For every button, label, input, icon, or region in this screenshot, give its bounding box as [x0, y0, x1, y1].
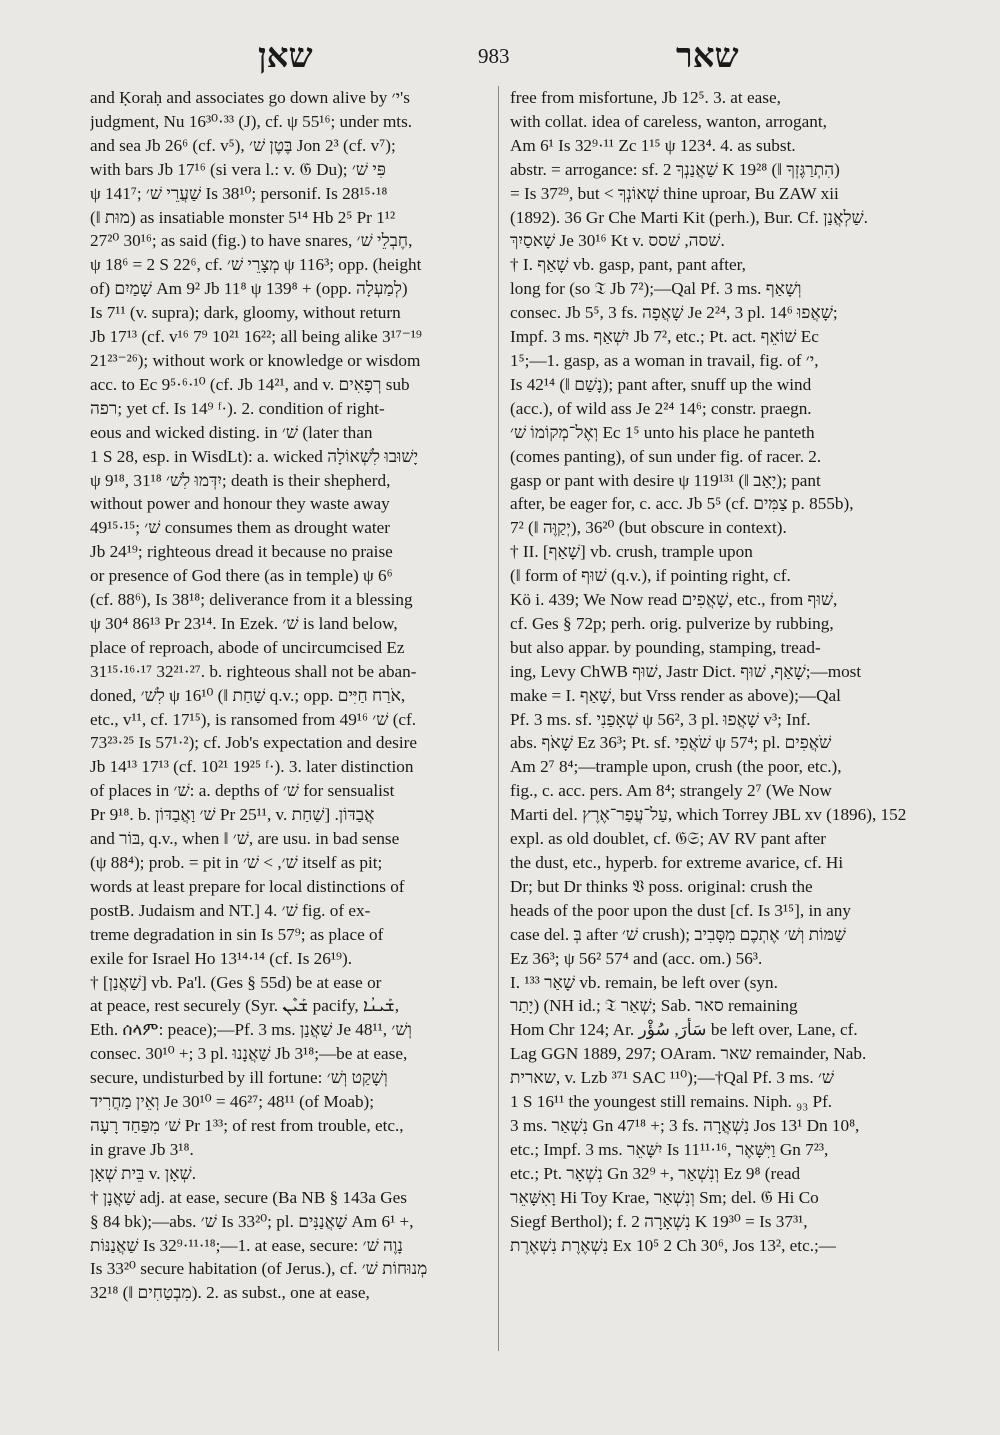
- text-line: † שַׁאֲנָן adj. at ease, secure (Ba NB § 143a Ges: [90, 1187, 407, 1207]
- text-line: 31¹⁵·¹⁶·¹⁷ 32²¹·²⁷. b. righteous shall not be aban-: [90, 661, 417, 681]
- text-line: expl. as old doublet, cf. 𝔊𝔖; AV RV pant after: [510, 829, 827, 849]
- text-line: with bars Jb 17¹⁶ (si vera l.: v. 𝔊 Du); פִּי שׁ׳: [90, 159, 386, 179]
- text-line: 1 S 28, esp. in WisdLt): a. wicked יָשׁוּבוּ לִשְׁאוֹלָה: [90, 446, 419, 466]
- text-line: 21²³⁻²⁶); without work or knowledge or wisdom: [90, 350, 421, 370]
- text-line: Kö i. 439; We Now read שָׁאֲפִים, etc., from שׁוּף,: [510, 590, 838, 610]
- text-line: † II. [שָׁאַף] vb. crush, trample upon: [510, 542, 753, 562]
- text-line: after, be eager for, c. acc. Jb 5⁵ (cf. צַמִּים p. 855b),: [510, 494, 854, 514]
- text-line: Siegf Berthol); f. נִשְׁאָרָה 2 K 19³⁰ = Is 37³¹,: [510, 1211, 808, 1231]
- text-line: 3 ms. נִשְׁאַר Gn 47¹⁸ +; 3 fs. נִשְׁאֲרָה Jos 13¹ Dn 10⁸,: [510, 1115, 860, 1135]
- text-line: at peace, rest securely (Syr. ܫܰܝܶܢ pacify, ܫܰܝܢܳܐ,: [90, 996, 400, 1016]
- text-line: ψ 18⁶ = 2 S 22⁶, cf. מְצָרֵי שׁ׳ ψ 116³; opp. (height: [90, 255, 422, 275]
- text-line: with collat. idea of careless, wanton, arrogant,: [510, 111, 827, 131]
- text-line: the dust, etc., hyperb. for extreme avarice, cf. Hi: [510, 853, 844, 872]
- text-line: (‖ form of שׁוּף (q.v.), if pointing right, cf.: [510, 566, 791, 586]
- text-line: Is 42¹⁴ (‖ נָשַׁם); pant after, snuff up the wind: [510, 374, 812, 394]
- text-line: 32¹⁸ (‖ מִבְטַחִים). 2. as subst., one at ease,: [90, 1283, 370, 1303]
- text-line: consec. Jb 5⁵, 3 fs. שָׁאֲפָה Je 2²⁴, 3 pl. שָׁאֲפוּ 14⁶;: [510, 303, 838, 323]
- text-line: and sea Jb 26⁶ (cf. v⁵), בֶּטֶן שׁ׳ Jon 2³ (cf. v⁷);: [90, 135, 396, 155]
- text-line: of places in שׁ׳: a. depths of שׁ׳ for sensualist: [90, 781, 395, 801]
- left-column: [90, 86, 492, 1305]
- text-line: (acc.), of wild ass Je 2²⁴ 14⁶; constr. praegn.: [510, 398, 812, 418]
- text-line: Dr; but Dr thinks 𝔙 poss. original: crush the: [510, 876, 813, 896]
- text-line: judgment, Nu 16³⁰·³³ (J), cf. ψ 55¹⁶; under mts.: [90, 111, 413, 131]
- text-line: abstr. = arrogance: sf. שַׁאֲנַנְךָ 2 K 19²⁸ (‖ הִתְרַגֶּזְךָ): [510, 159, 840, 179]
- text-line: בֵּית שְׁאָן v. שְׁאָן.: [90, 1163, 196, 1183]
- text-line: שארית, v. Lzb ³⁷¹ SAC ¹¹⁰);—†Qal Pf. 3 ms. שׁ׳: [510, 1068, 835, 1088]
- text-line: fig., c. acc. pers. Am 8⁴; strangely 2⁷ (We Now: [510, 781, 832, 801]
- text-line: etc.; Pt. נִשְׁאָר Gn 32⁹ +, וְנִשְׁאַר Ez 9⁸ (read: [510, 1163, 801, 1183]
- text-line: and בּוֹר, q.v., when ‖ שׁ׳, are usu. in bad sense: [90, 829, 400, 849]
- text-line: (cf. 88⁶), Is 38¹⁸; deliverance from it a blessing: [90, 590, 413, 610]
- text-line: שָׁאסַיִךְ Je 30¹⁶ Kt v. שׁסה, שׁסס.: [510, 231, 725, 251]
- text-line: וְאֵין מַחֲרִיד Je 30¹⁰ = 46²⁷; 48¹¹ (of Moab);: [90, 1092, 375, 1112]
- text-line: Impf. 3 ms. יִשְׁאַף Jb 7², etc.; Pt. act. שׁוֹאֵף Ec: [510, 327, 819, 347]
- text-line: יָתַר) (NH id.; 𝔗 שְׁאַר; Sab. סאר remaining: [510, 996, 798, 1016]
- text-line: acc. to Ec 9⁵·⁶·¹⁰ (cf. Jb 14²¹, and v. רְפָאִים sub: [90, 374, 410, 394]
- text-line: ψ 30⁴ 86¹³ Pr 23¹⁴. In Ezek. שׁ׳ is land below,: [90, 613, 398, 633]
- page-number: 983: [478, 44, 510, 68]
- text-line: 27²⁰ 30¹⁶; as said (fig.) to have snares, חֶבְלֵי שׁ׳,: [90, 231, 413, 251]
- text-line: 1⁵;—1. gasp, as a woman in travail, fig. of י׳,: [510, 350, 819, 370]
- text-line: case del. בְּ after שׁ׳ crush); שַׁמּוֹת וְשׁ׳ אֶתְכֶם מִסָּבִיב: [510, 924, 846, 944]
- text-line: Pf. 3 ms. sf. שְׁאָפַנִי ψ 56², 3 pl. שָׁאֲפוּ v³; Inf.: [510, 709, 811, 729]
- text-line: (ψ 88⁴); prob. = pit in שׁ׳, > שׁ׳ itself as pit;: [90, 853, 383, 872]
- text-line: Ez 36³; ψ 56² 57⁴ and (acc. om.) 56³.: [510, 948, 763, 968]
- text-line: heads of the poor upon the dust [cf. Is 3¹⁵], in any: [510, 900, 851, 920]
- running-head-right: שאר: [676, 38, 739, 75]
- text-line: (1892). 36 Gr Che Marti Kit (perh.), Bur. Cf. שַׁלְאֲנַן.: [510, 207, 868, 227]
- right-column: [510, 86, 912, 1257]
- text-line: (‖ מוּת) as insatiable monster 5¹⁴ Hb 2⁵ Pr 1¹²: [90, 207, 396, 227]
- text-line: postB. Judaism and NT.] 4. שׁ׳ fig. of ex-: [90, 900, 371, 920]
- text-line: 73²³·²⁵ Is 57¹·²); cf. Job's expectation and desire: [90, 733, 417, 753]
- text-line: eous and wicked disting. in שׁ׳ (later than: [90, 422, 373, 442]
- text-line: וְאֶל־מְקוֹמוֹ שׁ׳ Ec 1⁵ unto his place he panteth: [510, 422, 815, 442]
- text-line: secure, undisturbed by ill fortune: וְשָׁקַט וְשׁ׳: [90, 1068, 388, 1088]
- text-line: abs. שָׁאֹף Ez 36³; Pt. sf. שֹׁאֲפִי ψ 57⁴; pl. שֹׁאֲפִים: [510, 733, 832, 753]
- text-line: I. שָׁאַר ¹³³ vb. remain, be left over (syn.: [510, 972, 778, 992]
- text-line: שַׁאֲנַנּוֹת Is 32⁹·¹¹·¹⁸;—1. at ease, secure: נָוֶה שׁ׳: [90, 1235, 403, 1255]
- text-line: Jb 24¹⁹; righteous dread it because no praise: [90, 542, 393, 562]
- text-line: וָאִשָּׁאֵר Hi Toy Krae, וְנִשְׁאַר Sm; del. 𝔊 Hi Co: [510, 1187, 819, 1207]
- text-line: Is 7¹¹ (v. supra); dark, gloomy, without return: [90, 303, 401, 323]
- text-line: without power and honour they waste away: [90, 494, 390, 514]
- text-line: Eth. ሰላም: peace);—Pf. 3 ms. שַׁאֲנַן Je 48¹¹, וְשׁ׳: [90, 1020, 412, 1040]
- text-line: gasp or pant with desire ψ 119¹³¹ (‖ יָאַב); pant: [510, 470, 821, 490]
- text-line: Am 6¹ Is 32⁹·¹¹ Zc 1¹⁵ ψ 123⁴. 4. as subst.: [510, 135, 796, 155]
- text-line: in grave Jb 3¹⁸.: [90, 1139, 194, 1159]
- text-line: 1 S 16¹¹ the youngest still remains. Niph. ₉₃ Pf.: [510, 1092, 833, 1112]
- text-line: but also appar. by pounding, stamping, tread-: [510, 637, 821, 657]
- text-line: 7² (‖ יְקַוֶּה), 36²⁰ (but obscure in context).: [510, 518, 787, 538]
- text-line: make = I. שָׁאַף, but Vrss render as above);—Qal: [510, 685, 841, 705]
- text-line: נִשְׁאֶרֶת נִשְׁאֶרֶת Ex 10⁵ 2 Ch 30⁶, Jos 13², etc.;—: [510, 1235, 836, 1255]
- text-line: cf. Ges § 72p; perh. orig. pulverize by rubbing,: [510, 613, 834, 633]
- text-line: exile for Israel Ho 13¹⁴·¹⁴ (cf. Is 26¹⁹).: [90, 948, 353, 968]
- text-line: Pr 9¹⁸. b. שׁ׳ וַאֲבַדּוֹן Pr 25¹¹, v. אֲבַדּוֹן. [שַׁחַת: [90, 805, 375, 825]
- text-line: Marti del. עַל־עֲפַר־אֶרֶץ, which Torrey JBL xv (1896), 152: [510, 805, 907, 825]
- text-line: long for (so 𝔗 Jb 7²);—Qal Pf. 3 ms. וְשָׁאַף: [510, 279, 802, 299]
- text-line: Is 33²⁰ secure habitation (of Jerus.), cf. מְנוּחוֹת שׁ׳: [90, 1259, 428, 1279]
- text-line: place of reproach, abode of uncircumcised Ez: [90, 637, 405, 657]
- text-line: = Is 37²⁹, but < שְׁאוֹנְךָ thine uproar, Bu ZAW xii: [510, 183, 839, 203]
- text-line: 49¹⁵·¹⁵; שׁ׳ consumes them as drought water: [90, 518, 391, 538]
- text-line: ψ 141⁷; שַׁעֲרֵי שׁ׳ Is 38¹⁰; personif. Is 28¹⁵·¹⁸: [90, 183, 388, 203]
- text-line: Hom Chr 124; Ar. سَأَرَ, سُؤْر be left over, Lane, cf.: [510, 1020, 858, 1040]
- running-head-left: שאן: [258, 38, 313, 75]
- text-line: doned, לִשׁ׳ ψ 16¹⁰ (‖ שַׁחַת q.v.; opp. אֹרַח חַיִּים,: [90, 685, 406, 705]
- text-line: and Ḳoraḥ and associates go down alive by י׳'s: [90, 88, 410, 107]
- text-line: Am 2⁷ 8⁴;—trample upon, crush (the poor, etc.),: [510, 757, 842, 777]
- text-line: † [שַׁאֲנַן] vb. Pa'l. (Ges § 55d) be at ease or: [90, 972, 382, 992]
- text-line: etc., v¹¹, cf. 17¹⁵), is ransomed from שׁ׳ 49¹⁶ (cf.: [90, 709, 417, 729]
- text-line: Jb 14¹³ 17¹³ (cf. 10²¹ 19²⁵ ᶠ·). 3. later distinction: [90, 757, 414, 777]
- text-line: רפה; yet cf. Is 14⁹ ᶠ·). 2. condition of right-: [90, 398, 385, 418]
- text-line: of) שָׁמַיִם Am 9² Jb 11⁸ ψ 139⁸ + (opp. לְמַעְלָה): [90, 279, 408, 299]
- text-line: etc.; Impf. 3 ms. יִשָּׁאֵר Is 11¹¹·¹⁶, וַיִּשָּׁאֶר Gn 7²³,: [510, 1139, 829, 1159]
- text-line: Jb 17¹³ (cf. v¹⁶ 7⁹ 10²¹ 16²²; all being alike 3¹⁷⁻¹⁹: [90, 327, 422, 347]
- column-divider: [498, 86, 499, 1351]
- text-line: Lag GGN 1889, 297; OAram. שאר remainder, Nab.: [510, 1044, 867, 1064]
- text-line: consec. 30¹⁰ +; 3 pl. שַׁאֲנָנוּ Jb 3¹⁸;—be at ease,: [90, 1044, 408, 1064]
- text-line: free from misfortune, Jb 12⁵. 3. at ease,: [510, 88, 781, 107]
- text-line: (comes panting), of sun under fig. of racer. 2.: [510, 446, 822, 466]
- text-line: † I. שָׁאַף vb. gasp, pant, pant after,: [510, 255, 746, 275]
- text-line: treme degradation in sin Is 57⁹; as place of: [90, 924, 384, 944]
- text-line: § 84 bk);—abs. שׁ׳ Is 33²⁰; pl. שַׁאֲנַנִּים Am 6¹ +,: [90, 1211, 414, 1231]
- text-line: ψ 9¹⁸, יִדְּמוּ לִשׁ׳ 31¹⁸; death is their shepherd,: [90, 470, 391, 490]
- text-line: words at least prepare for local distinctions of: [90, 876, 405, 896]
- text-line: or presence of God there (as in temple) ψ 6⁶: [90, 566, 393, 586]
- text-line: ing, Levy ChWB שׁוּף, Jastr Dict. שָׁאַף, שׁוּף;—most: [510, 661, 862, 681]
- text-line: שׁ׳ מִפַּחַד רָעָה Pr 1³³; of rest from trouble, etc.,: [90, 1115, 404, 1135]
